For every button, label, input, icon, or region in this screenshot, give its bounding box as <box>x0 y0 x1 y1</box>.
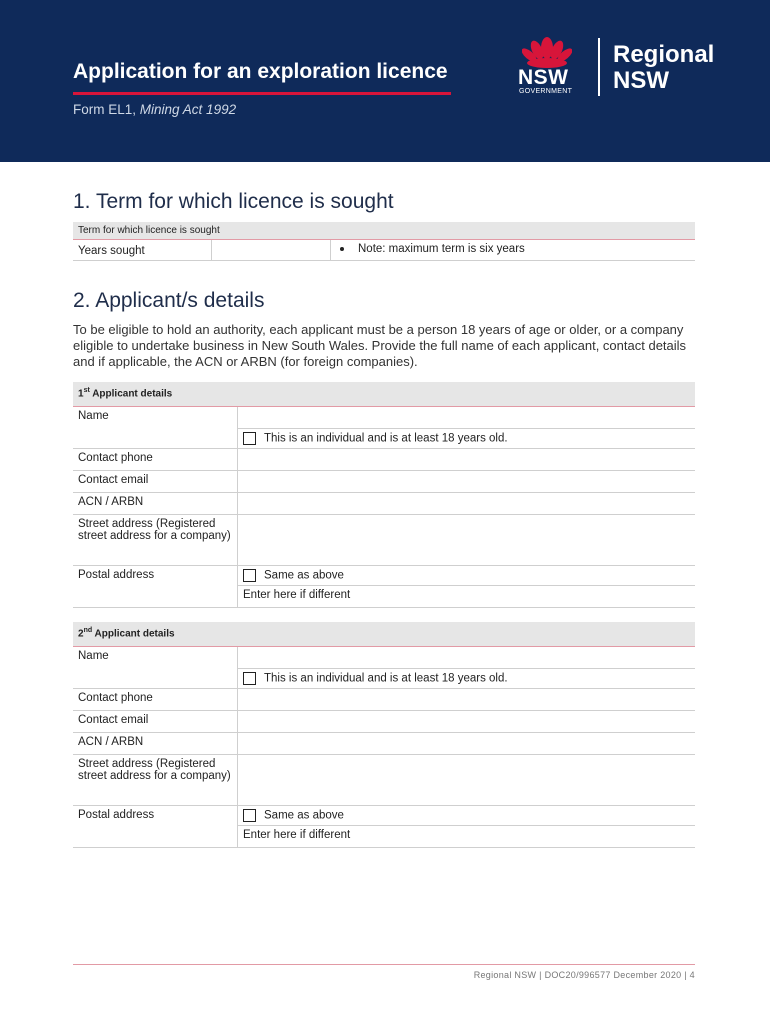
applicant1-email-label: Contact email <box>73 471 238 493</box>
applicant2-phone-field[interactable] <box>238 689 696 711</box>
applicant2-acn-field[interactable] <box>238 733 696 755</box>
applicant1-name-field[interactable] <box>238 407 696 429</box>
government-wordmark: GOVERNMENT <box>519 88 573 95</box>
applicant1-header-text: Applicant details <box>89 388 173 400</box>
regional-nsw-word: NSW <box>613 67 669 94</box>
applicant2-header-row <box>73 622 695 647</box>
term-table-header-row <box>73 222 695 240</box>
applicant1-individual-checkbox[interactable] <box>243 432 256 445</box>
applicant2-postal-row <box>73 806 695 826</box>
years-sought-field[interactable] <box>212 240 331 261</box>
applicant1-header <box>73 382 695 407</box>
page-footer: Regional NSW | DOC20/996577 December 2020 | 4 <box>473 970 695 980</box>
applicant1-acn-field[interactable] <box>238 493 696 515</box>
page-title: Application for an exploration licence <box>73 60 448 83</box>
applicant2-phone-label: Contact phone <box>73 689 238 711</box>
waratah-flower-icon <box>522 32 572 70</box>
applicant1-individual-label: This is an individual and is at least 18 years old. <box>264 432 508 445</box>
term-table-header: Term for which licence is sought <box>73 222 695 240</box>
applicant1-postal-row <box>73 566 695 586</box>
applicant2-number: 2 <box>78 628 84 640</box>
applicant1-email-field[interactable] <box>238 471 696 493</box>
applicant1-postal-label: Postal address <box>73 566 238 608</box>
applicant1-email-row <box>73 471 695 493</box>
applicant2-ordinal: nd <box>83 627 93 634</box>
regional-nsw-wordmark <box>613 42 714 94</box>
applicant2-postal-label: Postal address <box>73 806 238 848</box>
regional-word: Regional <box>613 41 715 68</box>
applicant2-email-row <box>73 711 695 733</box>
applicant2-email-field[interactable] <box>238 711 696 733</box>
applicant1-phone-label: Contact phone <box>73 449 238 471</box>
applicant1-different-field[interactable]: Enter here if different <box>238 586 696 608</box>
applicant2-street-field[interactable] <box>238 755 696 806</box>
eligibility-paragraph: To be eligible to hold an authority, each applicant must be a person 18 years of age or older, or a company eligible to undertake business in New South Wales. Provide the full name of each applicant, contact details and if applicable, the ACN or ARBN (for foreign companies). <box>73 322 687 369</box>
applicant2-phone-row <box>73 689 695 711</box>
applicant2-individual-checkbox[interactable] <box>243 672 256 685</box>
applicant2-acn-row <box>73 733 695 755</box>
applicant1-same-checkbox[interactable] <box>243 569 256 582</box>
applicant2-same-checkbox[interactable] <box>243 809 256 822</box>
bullet-icon <box>340 247 344 251</box>
form-subtitle <box>73 102 236 117</box>
section1-heading: 1. Term for which licence is sought <box>73 190 394 213</box>
applicant2-same-label: Same as above <box>264 809 344 822</box>
applicant1-number: 1 <box>78 388 84 400</box>
applicant1-street-label: Street address (Registered street address for a company) <box>73 515 238 566</box>
applicant2-individual-cell <box>238 669 696 689</box>
applicant1-table <box>73 382 695 608</box>
applicant1-acn-row <box>73 493 695 515</box>
applicant2-street-row <box>73 755 695 806</box>
applicant2-acn-label: ACN / ARBN <box>73 733 238 755</box>
applicant1-same-cell <box>238 566 696 586</box>
applicant1-ordinal: st <box>83 387 90 394</box>
applicant2-header-text: Applicant details <box>92 628 175 640</box>
applicant1-acn-label: ACN / ARBN <box>73 493 238 515</box>
subtitle-prefix: Form EL1, <box>73 102 140 117</box>
header-banner <box>0 0 770 162</box>
applicant2-individual-label: This is an individual and is at least 18 years old. <box>264 672 508 685</box>
applicant1-street-row <box>73 515 695 566</box>
section2-heading: 2. Applicant/s details <box>73 289 265 312</box>
applicant2-name-label: Name <box>73 647 238 689</box>
subtitle-act: Mining Act 1992 <box>139 102 237 117</box>
applicant1-individual-cell <box>238 429 696 449</box>
applicant1-phone-field[interactable] <box>238 449 696 471</box>
applicant1-name-row <box>73 407 695 429</box>
applicant1-name-label: Name <box>73 407 238 449</box>
applicant1-header-row <box>73 382 695 407</box>
years-sought-row <box>73 240 695 261</box>
logo-divider <box>598 38 600 96</box>
term-note-text: Note: maximum term is six years <box>358 243 525 255</box>
applicant1-street-field[interactable] <box>238 515 696 566</box>
applicant1-same-label: Same as above <box>264 569 344 582</box>
title-underline <box>73 92 451 95</box>
applicant2-email-label: Contact email <box>73 711 238 733</box>
term-note <box>331 240 696 261</box>
applicant2-name-field[interactable] <box>238 647 696 669</box>
nsw-government-logo <box>512 32 584 98</box>
years-sought-label: Years sought <box>73 240 212 261</box>
applicant2-different-field[interactable]: Enter here if different <box>238 826 696 848</box>
applicant2-table <box>73 622 695 848</box>
footer-divider <box>73 964 695 965</box>
applicant2-name-row <box>73 647 695 669</box>
applicant2-street-label: Street address (Registered street address for a company) <box>73 755 238 806</box>
applicant2-header <box>73 622 695 647</box>
nsw-wordmark: NSW <box>518 66 569 89</box>
applicant2-same-cell <box>238 806 696 826</box>
term-table <box>73 222 695 261</box>
applicant1-phone-row <box>73 449 695 471</box>
